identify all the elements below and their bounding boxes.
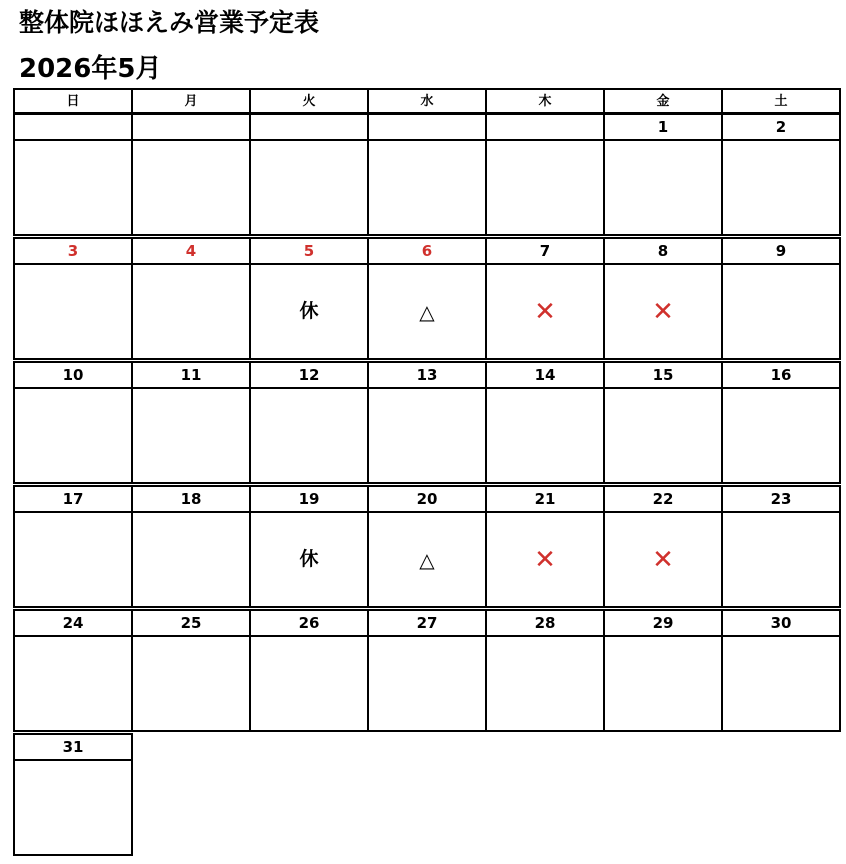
- weekday-header-2: 火: [249, 88, 369, 114]
- date-body-cell: [603, 263, 723, 360]
- date-number: 2: [775, 117, 787, 136]
- date-number: 19: [298, 489, 320, 508]
- date-number: 4: [185, 241, 197, 260]
- date-number-cell: [367, 113, 487, 141]
- date-body-cell: [249, 263, 369, 360]
- date-number-cell: [603, 237, 723, 265]
- weekday-header-5: 金: [603, 88, 723, 114]
- date-number: 29: [652, 613, 674, 632]
- calendar-grid: [13, 88, 840, 859]
- date-number-cell: [485, 485, 605, 513]
- date-body-cell: [13, 759, 133, 856]
- date-number-cell: [485, 113, 605, 141]
- date-body-cell: [367, 511, 487, 608]
- date-number-cell: [485, 237, 605, 265]
- fully-booked-x-icon: ✕: [534, 544, 556, 575]
- date-number-cell: [721, 113, 841, 141]
- month-label: 2026年5月: [19, 54, 162, 84]
- date-number-cell: [603, 609, 723, 637]
- date-number: 22: [652, 489, 674, 508]
- date-body-cell: [13, 387, 133, 484]
- date-number-cell: [13, 237, 133, 265]
- weekday-header-6: 土: [721, 88, 841, 114]
- date-number: 21: [534, 489, 556, 508]
- fully-booked-x-icon: ✕: [652, 296, 674, 327]
- date-number-cell: [249, 361, 369, 389]
- date-number: 6: [421, 241, 433, 260]
- date-body-cell: [367, 139, 487, 236]
- page-title: 整体院ほほえみ営業予定表: [19, 8, 320, 37]
- date-body-cell: [13, 635, 133, 732]
- date-number-cell: [721, 237, 841, 265]
- date-number: 24: [62, 613, 84, 632]
- date-body-cell: [367, 263, 487, 360]
- date-body-cell: [367, 635, 487, 732]
- date-number-cell: [721, 361, 841, 389]
- date-number: 10: [62, 365, 84, 384]
- date-number-cell: [249, 609, 369, 637]
- date-body-cell: [131, 635, 251, 732]
- date-body-cell: [603, 511, 723, 608]
- date-body-cell: [485, 139, 605, 236]
- date-body-cell: [131, 139, 251, 236]
- date-number: 20: [416, 489, 438, 508]
- limited-hours-triangle-icon: △: [419, 299, 435, 324]
- fully-booked-x-icon: ✕: [534, 296, 556, 327]
- date-number-cell: [249, 485, 369, 513]
- date-number-cell: [13, 609, 133, 637]
- date-number-cell: [13, 113, 133, 141]
- closed-kanji-mark: 休: [299, 300, 319, 322]
- date-body-cell: [13, 511, 133, 608]
- date-number-cell: [249, 237, 369, 265]
- date-body-cell: [603, 387, 723, 484]
- date-body-cell: [721, 139, 841, 236]
- date-body-cell: [13, 263, 133, 360]
- date-number: 14: [534, 365, 556, 384]
- date-body-cell: [603, 139, 723, 236]
- date-number: 3: [67, 241, 79, 260]
- date-number-cell: [249, 113, 369, 141]
- date-number: 25: [180, 613, 202, 632]
- date-number-cell: [13, 485, 133, 513]
- date-number-cell: [603, 485, 723, 513]
- date-number-cell: [13, 733, 133, 761]
- date-number: 28: [534, 613, 556, 632]
- weekday-header-3: 水: [367, 88, 487, 114]
- date-body-cell: [721, 387, 841, 484]
- date-body-cell: [721, 263, 841, 360]
- date-number: 5: [303, 241, 315, 260]
- date-body-cell: [603, 635, 723, 732]
- date-number: 27: [416, 613, 438, 632]
- date-body-cell: [249, 387, 369, 484]
- date-number-cell: [721, 485, 841, 513]
- date-body-cell: [131, 511, 251, 608]
- weekday-header-0: 日: [13, 88, 133, 114]
- date-number: 31: [62, 737, 84, 756]
- weekday-header-1: 月: [131, 88, 251, 114]
- date-number-cell: [13, 361, 133, 389]
- date-number: 17: [62, 489, 84, 508]
- date-number: 26: [298, 613, 320, 632]
- date-number-cell: [131, 113, 251, 141]
- date-number-cell: [603, 113, 723, 141]
- date-body-cell: [485, 263, 605, 360]
- date-number: 18: [180, 489, 202, 508]
- date-body-cell: [249, 635, 369, 732]
- date-body-cell: [131, 263, 251, 360]
- date-number-cell: [603, 361, 723, 389]
- date-number: 16: [770, 365, 792, 384]
- date-number: 15: [652, 365, 674, 384]
- weekday-header-4: 木: [485, 88, 605, 114]
- date-number-cell: [367, 237, 487, 265]
- date-body-cell: [485, 387, 605, 484]
- date-number: 12: [298, 365, 320, 384]
- date-body-cell: [249, 511, 369, 608]
- date-body-cell: [367, 387, 487, 484]
- date-body-cell: [13, 139, 133, 236]
- date-number: 30: [770, 613, 792, 632]
- date-number: 11: [180, 365, 202, 384]
- date-number: 1: [657, 117, 669, 136]
- closed-kanji-mark: 休: [299, 548, 319, 570]
- date-number: 9: [775, 241, 787, 260]
- date-number-cell: [367, 609, 487, 637]
- date-number-cell: [485, 609, 605, 637]
- date-number-cell: [367, 485, 487, 513]
- date-number-cell: [721, 609, 841, 637]
- date-body-cell: [721, 511, 841, 608]
- date-number-cell: [131, 237, 251, 265]
- date-body-cell: [485, 511, 605, 608]
- date-body-cell: [249, 139, 369, 236]
- date-number: 7: [539, 241, 551, 260]
- date-number-cell: [131, 609, 251, 637]
- date-number: 23: [770, 489, 792, 508]
- date-number-cell: [485, 361, 605, 389]
- date-body-cell: [485, 635, 605, 732]
- date-number-cell: [131, 361, 251, 389]
- limited-hours-triangle-icon: △: [419, 547, 435, 572]
- date-number: 13: [416, 365, 438, 384]
- date-number-cell: [131, 485, 251, 513]
- date-body-cell: [721, 635, 841, 732]
- date-body-cell: [131, 387, 251, 484]
- date-number-cell: [367, 361, 487, 389]
- fully-booked-x-icon: ✕: [652, 544, 674, 575]
- date-number: 8: [657, 241, 669, 260]
